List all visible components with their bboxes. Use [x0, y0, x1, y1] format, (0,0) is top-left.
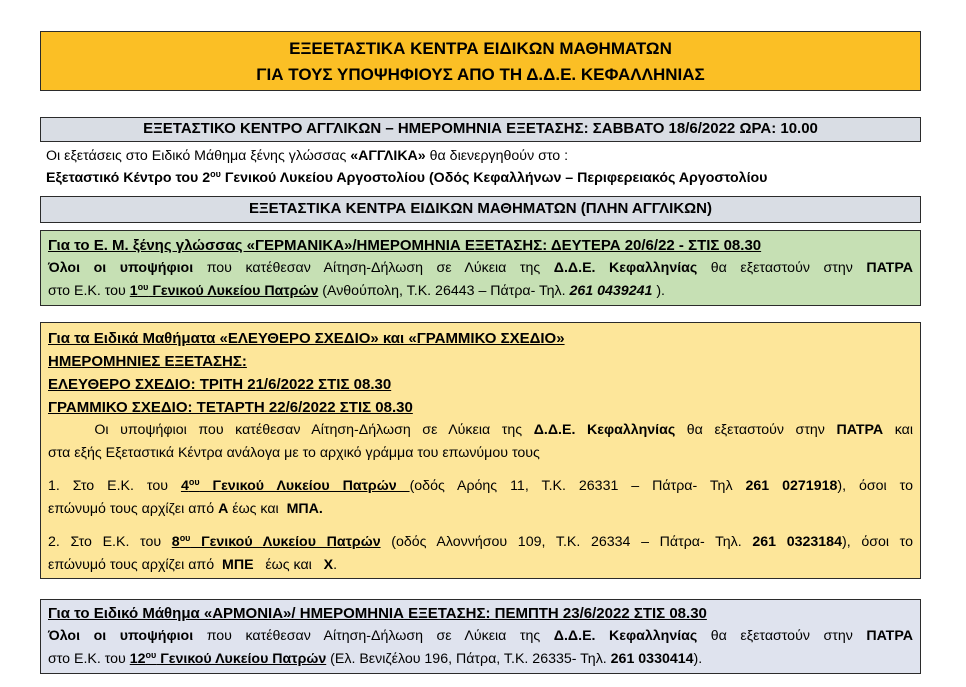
drawing-title: Για τα Ειδικά Μαθήματα «ΕΛΕΥΘΕΡΟ ΣΧΕΔΙΟ» και «ΓΡΑΜΜΙΚΟ ΣΧΕΔΙΟ»: [48, 330, 565, 347]
header-line-1: ΕΞΕΕΤΑΣΤΙΚΑ ΚΕΝΤΡΑ ΕΙΔΙΚΩΝ ΜΑΘΗΜΑΤΩΝ: [289, 39, 672, 58]
center-1-line-2: επώνυμό τους αρχίζει από Α έως και ΜΠΑ.: [48, 501, 323, 517]
harmony-paragraph-line-1: Όλοι οι υποψήφιοι που κατέθεσαν Αίτηση-Δήλωση σε Λύκεια της Δ.Δ.Ε. Κεφαλληνίας θα εξεταστούν στην ΠΑΤΡΑ: [48, 628, 913, 644]
drawing-section: [40, 322, 921, 579]
drawing-paragraph-line-2: στα εξής Εξεταστικά Κέντρα ανάλογα με το αρχικό γράμμα του επωνύμου τους: [48, 445, 540, 461]
english-exam-bar: [40, 117, 921, 142]
free-drawing-date: ΕΛΕΥΘΕΡΟ ΣΧΕΔΙΟ: ΤΡΙΤΗ 21/6/2022 ΣΤΙΣ 08.30: [48, 376, 392, 393]
center-2-line-1: 2. Στο Ε.Κ. του $8^{o\upsilon}$ Γενικού Λυκείου Πατρών (οδός Αλοννήσου 109, Τ.Κ. 26334 – Πάτρα- Τηλ. 261 0323184), όσοι το: [48, 533, 913, 550]
english-info-line-1: Οι εξετάσεις στο Ειδικό Μάθημα ξένης γλώσσας «ΑΓΓΛΙΚΑ» θα διενεργηθούν στο :: [46, 148, 569, 164]
german-phone: 261 0439241: [569, 283, 653, 299]
page-header: [40, 31, 921, 91]
center-2-phone: 261 0323184: [752, 534, 842, 550]
harmony-title: Για το Ειδικό Μάθημα «ΑΡΜΟΝΙΑ»/ ΗΜΕΡΟΜΗΝΙΑ ΕΞΕΤΑΣΗΣ: ΠΕΜΠΤΗ 23/6/2022 ΣΤΙΣ 08.30: [48, 605, 707, 622]
german-section: [40, 230, 921, 306]
other-subjects-bar: [40, 196, 921, 223]
drawing-dates-label: ΗΜΕΡΟΜΗΝΙΕΣ ΕΞΕΤΑΣΗΣ:: [48, 353, 247, 370]
linear-drawing-date: ΓΡΑΜΜΙΚΟ ΣΧΕΔΙΟ: ΤΕΤΑΡΤΗ 22/6/2022 ΣΤΙΣ 08.30: [48, 399, 413, 416]
german-title: Για το Ε. Μ. ξένης γλώσσας «ΓΕΡΜΑΝΙΚΑ»/ΗΜΕΡΟΜΗΝΙΑ ΕΞΕΤΑΣΗΣ: ΔΕΥΤΕΡΑ 20/6/22 - ΣΤΙΣ 08.30: [48, 237, 762, 254]
other-subjects-bar-text: ΕΞΕΤΑΣΤΙΚΑ ΚΕΝΤΡΑ ΕΙΔΙΚΩΝ ΜΑΘΗΜΑΤΩΝ (ΠΛΗΝ ΑΓΓΛΙΚΩΝ): [248, 200, 713, 217]
english-exam-bar-text: ΕΞΕΤΑΣΤΙΚΟ ΚΕΝΤΡΟ ΑΓΓΛΙΚΩΝ – ΗΜΕΡΟΜΗΝΙΑ ΕΞΕΤΑΣΗΣ: ΣΑΒΒΑΤΟ 18/6/2022 ΩΡΑ: 10.00: [143, 120, 818, 137]
harmony-section: [40, 599, 921, 674]
header-line-2: ΓΙΑ ΤΟΥΣ ΥΠΟΨΗΦΙΟΥΣ ΑΠΟ ΤΗ Δ.Δ.Ε. ΚΕΦΑΛΛΗΝΙΑΣ: [256, 65, 705, 84]
center-1-phone: 261 0271918: [745, 478, 838, 494]
english-info-line-2: Εξεταστικό Κέντρο του $2^{o\upsilon}$ Γενικού Λυκείου Αργοστολίου (Οδός Κεφαλλήνων – Περιφερειακός Αργοστολίου: [46, 169, 768, 186]
harmony-phone: 261 0330414: [610, 651, 694, 667]
harmony-paragraph-line-2: στο Ε.Κ. του $12^{o\upsilon}$ Γενικού Λυκείου Πατρών (Ελ. Βενιζέλου 196, Πάτρα, Τ.Κ. 26335- Τηλ. 261 0330414).: [48, 650, 703, 667]
german-paragraph-line-2: στο Ε.Κ. του $1^{o\upsilon}$ Γενικού Λυκείου Πατρών (Ανθούπολη, Τ.Κ. 26443 – Πάτρα- Τηλ. 261 0439241 ).: [48, 282, 665, 299]
center-1-line-1: 1. Στο Ε.Κ. του $4^{o\upsilon}$ Γενικού Λυκείου Πατρών (οδός Αρόης 11, Τ.Κ. 26331 – Πάτρα- Τηλ 261 0271918), όσοι το: [48, 477, 913, 494]
german-paragraph-line-1: Όλοι οι υποψήφιοι που κατέθεσαν Αίτηση-Δήλωση σε Λύκεια της Δ.Δ.Ε. Κεφαλληνίας θα εξεταστούν στην ΠΑΤΡΑ: [48, 260, 913, 276]
drawing-paragraph-line-1: Οι υποψήφιοι που κατέθεσαν Αίτηση-Δήλωση σε Λύκεια της Δ.Δ.Ε. Κεφαλληνίας θα εξεταστούν στην ΠΑΤΡΑ και: [48, 422, 913, 438]
center-2-line-2: επώνυμό τους αρχίζει από ΜΠΕ έως και Χ.: [48, 557, 338, 573]
